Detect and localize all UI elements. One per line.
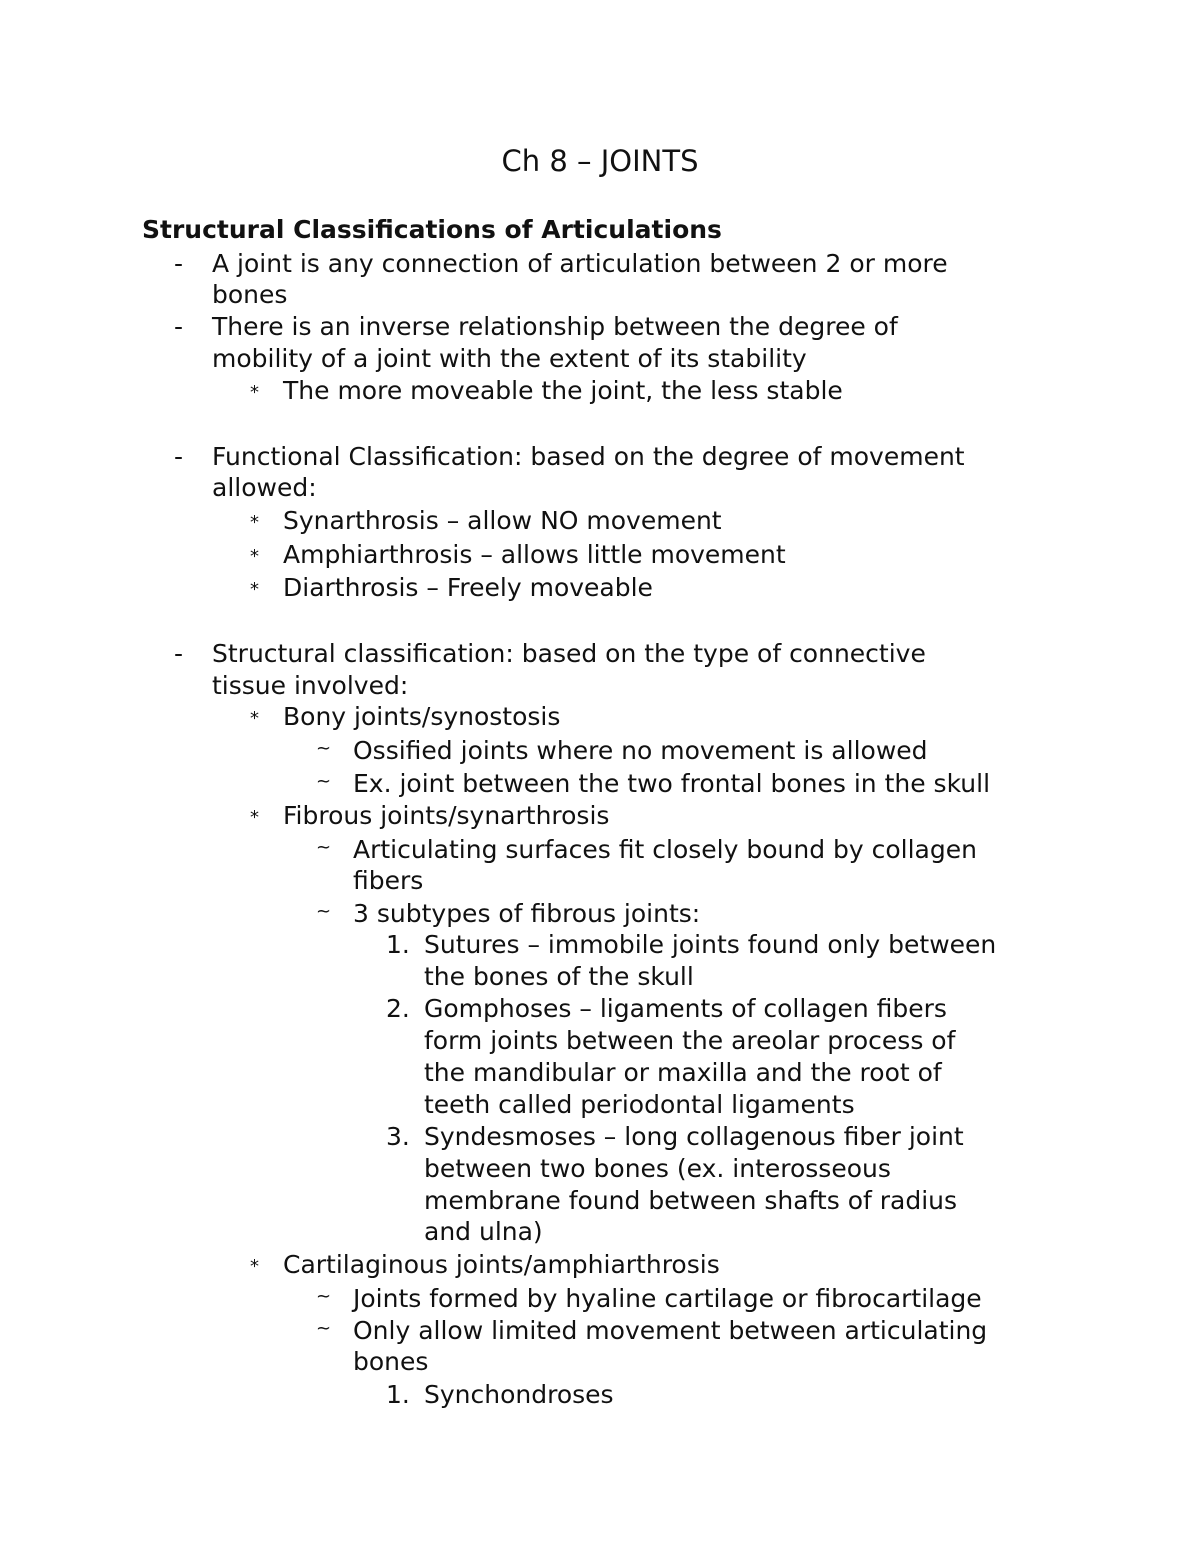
section-heading: Structural Classifications of Articulations bbox=[142, 215, 722, 244]
list-item-line: mobility of a joint with the extent of its stability bbox=[212, 344, 807, 373]
list-item-line: Bony joints/synostosis bbox=[283, 702, 561, 731]
tilde-bullet: ~ bbox=[316, 901, 332, 922]
number-bullet: 2. bbox=[386, 994, 410, 1023]
list-item-line: teeth called periodontal ligaments bbox=[424, 1090, 855, 1119]
star-bullet: * bbox=[250, 708, 259, 729]
star-bullet: * bbox=[250, 579, 259, 600]
list-item-line: Cartilaginous joints/amphiarthrosis bbox=[283, 1250, 720, 1279]
list-item-line: Ex. joint between the two frontal bones in the skull bbox=[353, 769, 991, 798]
star-bullet: * bbox=[250, 382, 259, 403]
star-bullet: * bbox=[250, 546, 259, 567]
tilde-bullet: ~ bbox=[316, 771, 332, 792]
dash-bullet: - bbox=[174, 442, 184, 471]
dash-bullet: - bbox=[174, 639, 184, 668]
list-item-line: Functional Classification: based on the degree of movement bbox=[212, 442, 965, 471]
list-item-line: Diarthrosis – Freely moveable bbox=[283, 573, 653, 602]
tilde-bullet: ~ bbox=[316, 1286, 332, 1307]
list-item-line: There is an inverse relationship between the degree of bbox=[212, 312, 898, 341]
list-item-line: Sutures – immobile joints found only between bbox=[424, 930, 997, 959]
page-title: Ch 8 – JOINTS bbox=[501, 144, 699, 178]
list-item-line: The more moveable the joint, the less stable bbox=[283, 376, 843, 405]
dash-bullet: - bbox=[174, 312, 184, 341]
tilde-bullet: ~ bbox=[316, 837, 332, 858]
list-item-line: between two bones (ex. interosseous bbox=[424, 1154, 891, 1183]
list-item-line: tissue involved: bbox=[212, 671, 409, 700]
number-bullet: 3. bbox=[386, 1122, 410, 1151]
star-bullet: * bbox=[250, 807, 259, 828]
list-item-line: Joints formed by hyaline cartilage or fibrocartilage bbox=[353, 1284, 982, 1313]
number-bullet: 1. bbox=[386, 1380, 410, 1409]
star-bullet: * bbox=[250, 512, 259, 533]
list-item-line: allowed: bbox=[212, 473, 317, 502]
list-item-line: Gomphoses – ligaments of collagen fibers bbox=[424, 994, 947, 1023]
list-item-line: Only allow limited movement between articulating bbox=[353, 1316, 988, 1345]
list-item-line: 3 subtypes of fibrous joints: bbox=[353, 899, 701, 928]
list-item-line: Structural classification: based on the type of connective bbox=[212, 639, 926, 668]
list-item-line: Amphiarthrosis – allows little movement bbox=[283, 540, 786, 569]
list-item-line: Synarthrosis – allow NO movement bbox=[283, 506, 722, 535]
list-item-line: bones bbox=[353, 1347, 429, 1376]
list-item-line: the mandibular or maxilla and the root of bbox=[424, 1058, 942, 1087]
list-item-line: A joint is any connection of articulation between 2 or more bbox=[212, 249, 948, 278]
list-item-line: Articulating surfaces fit closely bound by collagen bbox=[353, 835, 977, 864]
list-item-line: Fibrous joints/synarthrosis bbox=[283, 801, 610, 830]
list-item-line: membrane found between shafts of radius bbox=[424, 1186, 958, 1215]
list-item-line: Ossified joints where no movement is allowed bbox=[353, 736, 928, 765]
tilde-bullet: ~ bbox=[316, 1318, 332, 1339]
list-item-line: and ulna) bbox=[424, 1217, 543, 1246]
list-item-line: Syndesmoses – long collagenous fiber joint bbox=[424, 1122, 964, 1151]
star-bullet: * bbox=[250, 1256, 259, 1277]
list-item-line: bones bbox=[212, 280, 288, 309]
tilde-bullet: ~ bbox=[316, 738, 332, 759]
dash-bullet: - bbox=[174, 249, 184, 278]
number-bullet: 1. bbox=[386, 930, 410, 959]
list-item-line: the bones of the skull bbox=[424, 962, 694, 991]
list-item-line: Synchondroses bbox=[424, 1380, 614, 1409]
list-item-line: form joints between the areolar process of bbox=[424, 1026, 956, 1055]
list-item-line: fibers bbox=[353, 866, 424, 895]
